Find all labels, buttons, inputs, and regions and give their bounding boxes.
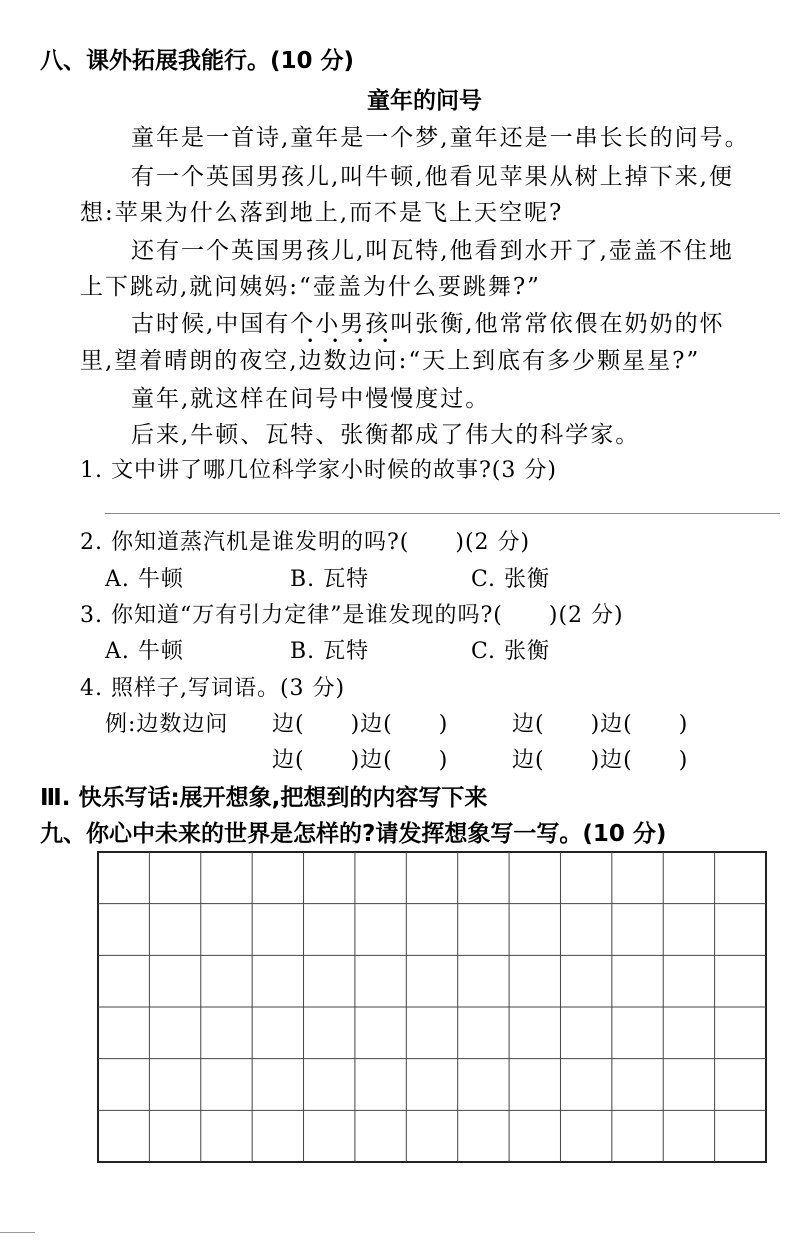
paragraph-3-line-2: 上下跳动,就问姨妈:“壶盖为什么要跳舞?” bbox=[80, 274, 541, 300]
question-4: 4. 照样子,写词语。(3 分) bbox=[80, 676, 346, 701]
paragraph-5: 童年,就这样在问号中慢慢度过。 bbox=[131, 386, 491, 412]
paragraph-4-line-2-post: :“天上到底有多少颗星星?” bbox=[398, 348, 701, 374]
paragraph-3-line-1: 还有一个英国男孩儿,叫瓦特,他看到水开了,壶盖不住地 bbox=[131, 238, 734, 264]
paragraph-2-line-2: 想:苹果为什么落到地上,而不是飞上天空呢? bbox=[80, 200, 564, 226]
paragraph-4-line-2 bbox=[80, 342, 700, 375]
q3-option-a[interactable]: A. 牛顿 bbox=[105, 639, 184, 664]
paragraph-2-line-1: 有一个英国男孩儿,叫牛顿,他看见苹果从树上掉下来,便 bbox=[131, 164, 734, 190]
question-2: 2. 你知道蒸汽机是谁发明的吗?( )(2 分) bbox=[80, 530, 531, 555]
page-edge-mark bbox=[0, 1232, 35, 1233]
q4-blank-d[interactable]: 边( )边( ) bbox=[512, 748, 689, 773]
q2-option-a[interactable]: A. 牛顿 bbox=[105, 567, 184, 592]
emphasis-char: 边 bbox=[298, 348, 324, 374]
paragraph-4-line-1: 古时候,中国有个小男孩叫张衡,他常常依偎在奶奶的怀 bbox=[131, 311, 725, 337]
section8-heading: 八、课外拓展我能行。(10 分) bbox=[40, 48, 355, 74]
paragraph-6: 后来,牛顿、瓦特、张衡都成了伟大的科学家。 bbox=[131, 422, 641, 448]
paragraph-1: 童年是一首诗,童年是一个梦,童年还是一串长长的问号。 bbox=[131, 125, 750, 151]
q4-blank-c[interactable]: 边( )边( ) bbox=[272, 748, 449, 773]
q2-option-b[interactable]: B. 瓦特 bbox=[290, 567, 370, 592]
passage-title: 童年的问号 bbox=[367, 88, 482, 114]
q2-option-c[interactable]: C. 张衡 bbox=[471, 567, 551, 592]
q4-blank-a[interactable]: 边( )边( ) bbox=[272, 712, 449, 737]
q4-example: 例:边数边问 bbox=[105, 712, 229, 737]
q4-blank-b[interactable]: 边( )边( ) bbox=[512, 712, 689, 737]
question-1: 1. 文中讲了哪几位科学家小时候的故事?(3 分) bbox=[80, 458, 557, 483]
q3-option-b[interactable]: B. 瓦特 bbox=[290, 639, 370, 664]
emphasis-char: 问 bbox=[373, 348, 399, 374]
section9-heading: 九、你心中未来的世界是怎样的?请发挥想象写一写。(10 分) bbox=[40, 821, 667, 847]
question-3: 3. 你知道“万有引力定律”是谁发现的吗?( )(2 分) bbox=[80, 603, 624, 628]
writing-grid[interactable] bbox=[97, 851, 767, 1163]
section3-heading: Ⅲ. 快乐写话:展开想象,把想到的内容写下来 bbox=[40, 785, 488, 811]
paragraph-4-line-2-pre: 里,望着晴朗的夜空, bbox=[80, 348, 299, 374]
emphasis-char: 边 bbox=[348, 348, 374, 374]
question-1-answer-line[interactable] bbox=[105, 513, 780, 514]
emphasis-char: 数 bbox=[323, 348, 349, 374]
q3-option-c[interactable]: C. 张衡 bbox=[471, 639, 551, 664]
